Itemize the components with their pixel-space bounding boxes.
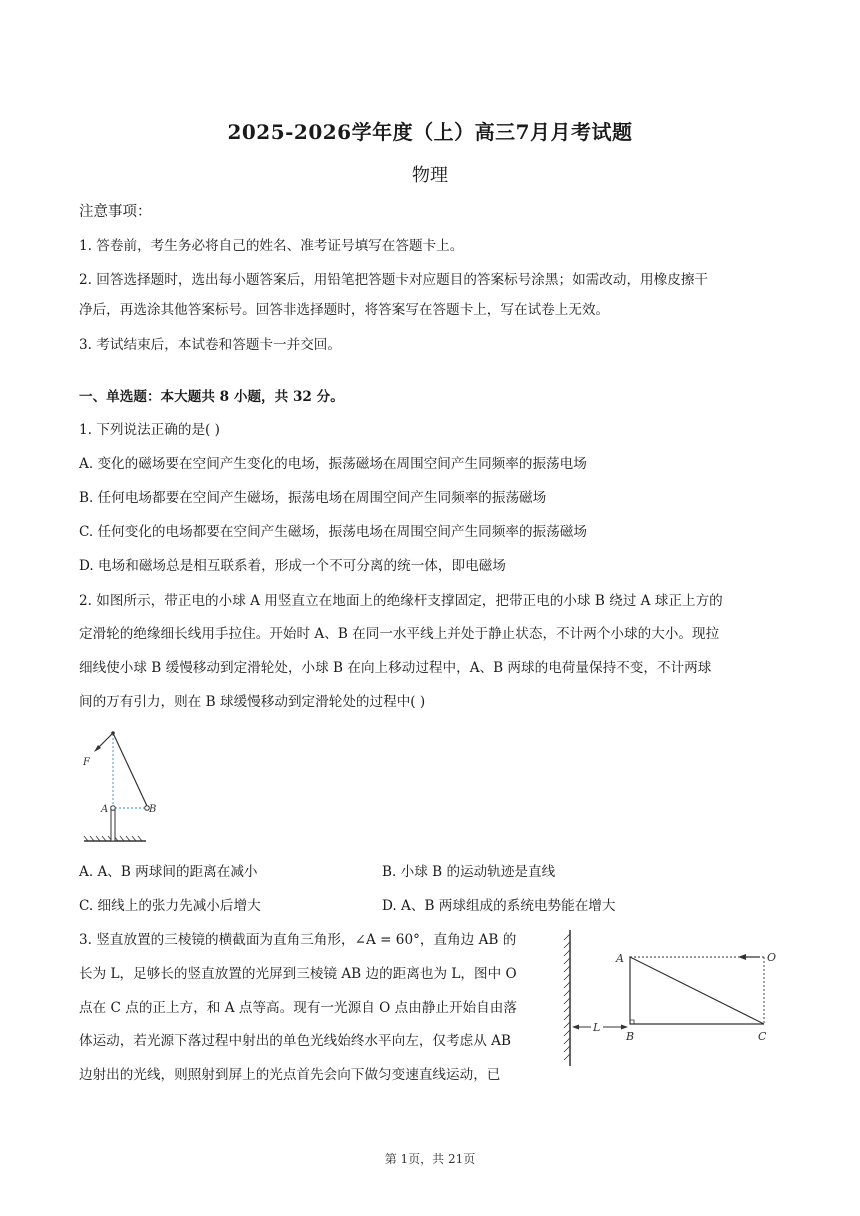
q2-option-d: D. A、B 两球组成的系统电势能在增大 — [382, 898, 616, 914]
q2-line-2: 定滑轮的绝缘细长线用手拉住。开始时 A、B 在同一水平线上并处于静止状态，不计两个小球的大小。现拉 — [79, 626, 720, 642]
q3-figure — [560, 928, 790, 1070]
pulley — [111, 731, 115, 735]
notice-heading: 注意事项： — [79, 204, 152, 220]
q3-line-4: 体运动，若光源下落过程中射出的单色光线始终水平向左，仅考虑从 AB — [79, 1033, 511, 1049]
q2-figure — [80, 728, 170, 843]
label-b: B — [149, 804, 157, 815]
screen-hatch — [564, 934, 570, 1060]
insulating-rod — [111, 808, 115, 841]
q1-option-c: C. 任何变化的电场都要在空间产生磁场，振荡电场在周围空间产生同频率的振荡磁场 — [79, 524, 587, 540]
ray-arrow-icon — [738, 954, 746, 960]
label-l: L — [593, 1021, 601, 1034]
q1-option-b: B. 任何电场都要在空间产生磁场，振荡电场在周围空间产生同频率的振荡磁场 — [79, 490, 547, 506]
ball-a — [111, 806, 116, 811]
q2-line-3: 细线使小球 B 缓慢移动到定滑轮处，小球 B 在向上移动过程中，A、B 两球的电荷量保持不变，不计两球 — [79, 660, 712, 676]
notice-item-2-cont: 净后，再选涂其他答案标号。回答非选择题时，将答案写在答题卡上，写在试卷上无效。 — [79, 302, 610, 318]
q1-option-d: D. 电场和磁场总是相互联系着，形成一个不可分离的统一体，即电磁场 — [79, 558, 506, 574]
label-b: B — [626, 1030, 635, 1043]
notice-item-3: 3. 考试结束后，本试卷和答题卡一并交回。 — [79, 337, 341, 353]
q2-option-a: A. A、B 两球间的距离在减小 — [79, 864, 258, 880]
notice-item-2: 2. 回答选择题时，选出每小题答案后，用铅笔把答题卡对应题目的答案标号涂黑；如需改动，用橡皮擦干 — [79, 272, 709, 288]
prism-triangle — [630, 957, 764, 1024]
q2-option-b: B. 小球 B 的运动轨迹是直线 — [382, 864, 556, 880]
q1-stem: 1. 下列说法正确的是( ) — [79, 422, 220, 438]
section-heading: 一、单选题：本大题共 8 小题，共 32 分。 — [79, 389, 344, 405]
label-c: C — [758, 1030, 767, 1043]
notice-item-1: 1. 答卷前，考生务必将自己的姓名、准考证号填写在答题卡上。 — [79, 238, 464, 254]
q3-line-2: 长为 L，足够长的竖直放置的光屏到三棱镜 AB 边的距离也为 L，图中 O — [79, 966, 517, 982]
q3-line-5: 边射出的光线，则照射到屏上的光点首先会向下做匀变速直线运动，已 — [79, 1067, 501, 1083]
q3-line-3: 点在 C 点的正上方，和 A 点等高。现有一光源自 O 点由静止开始自由落 — [79, 1000, 517, 1016]
string-to-b — [113, 733, 147, 806]
arrow-left-icon — [572, 1025, 579, 1030]
page-number: 第 1页，共 21页 — [384, 1152, 476, 1166]
label-f: F — [83, 757, 90, 768]
arrow-right-icon — [621, 1025, 628, 1030]
q2-line-1: 2. 如图所示，带正电的小球 A 用竖直立在地面上的绝缘杆支撑固定，把带正电的小球 B 绕过 A 球正上方的 — [79, 593, 723, 609]
exam-title: 2025-2026学年度（上）高三7月月考试题 — [227, 120, 633, 144]
exam-subject: 物理 — [412, 165, 448, 186]
q3-line-1: 3. 竖直放置的三棱镜的横截面为直角三角形，∠A = 60°，直角边 AB 的 — [79, 932, 517, 948]
q1-option-a: A. 变化的磁场要在空间产生变化的电场，振荡磁场在周围空间产生同频率的振荡电场 — [79, 456, 587, 472]
label-a: A — [616, 952, 624, 965]
q2-option-c: C. 细线上的张力先减小后增大 — [79, 898, 261, 914]
label-a: A — [101, 804, 109, 815]
q2-line-4: 间的万有引力，则在 B 球缓慢移动到定滑轮处的过程中( ) — [79, 694, 426, 710]
label-o: O — [767, 951, 777, 964]
